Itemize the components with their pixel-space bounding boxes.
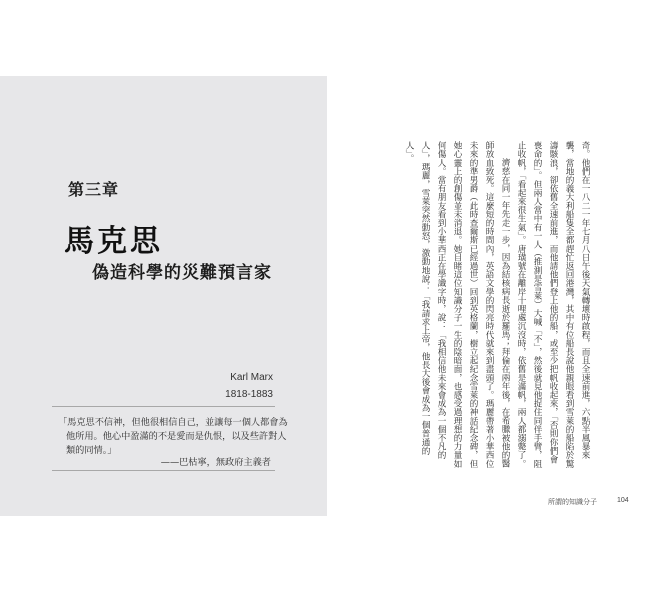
person-years: 1818-1883 <box>225 389 273 400</box>
quote-bottom-divider <box>52 470 275 471</box>
quote-line: 類的同情。」 <box>66 445 117 456</box>
body-text <box>363 141 593 469</box>
paragraph: 濟慈在同一年先走一步，因為結核病長逝於羅馬；拜倫在兩年後，在希臘被他的醫師放血致死。這麼短的時間內，英語文學的閃亮時代就來到盡頭了。瑪麗帶著小華西位未來的準男爵（此時查爾斯已經過世）回到英格蘭，樹立起紀念雪萊的神話紀念碑，但她心靈上的創傷並未消退。她目睹這位知識分子一生的陰暗面，也感受過理想的力量如何傷人。當有朋友看到小華西正在學識字時，說：「我相信他未來會成為一個不凡的人」，瑪麗，雪萊突然動怒，激動地說：「我請求上帝，他長大後會成為一個普通的人」。 <box>404 141 510 468</box>
quote-top-divider <box>52 406 275 407</box>
paragraph: 奇。他們在一八二一年七月八日午後天氣轉壞時啟程，而且全速前進，六點半風暴來襲，當地的義大利船隻全都趕忙返回港灣，其中有位船長說他親眼看到雪萊的船陷於驚濤駭浪，卻依舊全速前進，而他請他們登上他的船，或至少把帆收起來，「否則你們會喪命的」。但兩人當中有一人（推測是雪萊）大喊「不」，然後就見他捉住同伴手臂，阻止收帆，「看起來很生氣」。唐璜號在離岸十哩處沉沒時，依舊是滿帆，兩人都溺斃了。 <box>516 141 590 468</box>
chapter-number: 第三章 <box>68 180 120 199</box>
quote-line: 他所用。他心中盈滿的不是愛而是仇恨，以及些許對人 <box>66 431 287 442</box>
epigraph-quote <box>58 416 288 458</box>
page-number: 104 <box>617 497 629 504</box>
text-page <box>327 0 655 609</box>
person-english-name: Karl Marx <box>230 372 273 383</box>
chapter-subtitle: 偽造科學的災難預言家 <box>92 263 272 283</box>
quote-line: 「馬克思不信神，但他很相信自己，並讓每一個人都會為 <box>58 417 288 428</box>
quote-attribution: ——巴枯寧，無政府主義者 <box>160 457 271 468</box>
chapter-title: 馬克思 <box>64 224 163 259</box>
running-footer-title: 所謂的知識分子 <box>548 499 597 506</box>
chapter-opening-page <box>0 76 327 516</box>
